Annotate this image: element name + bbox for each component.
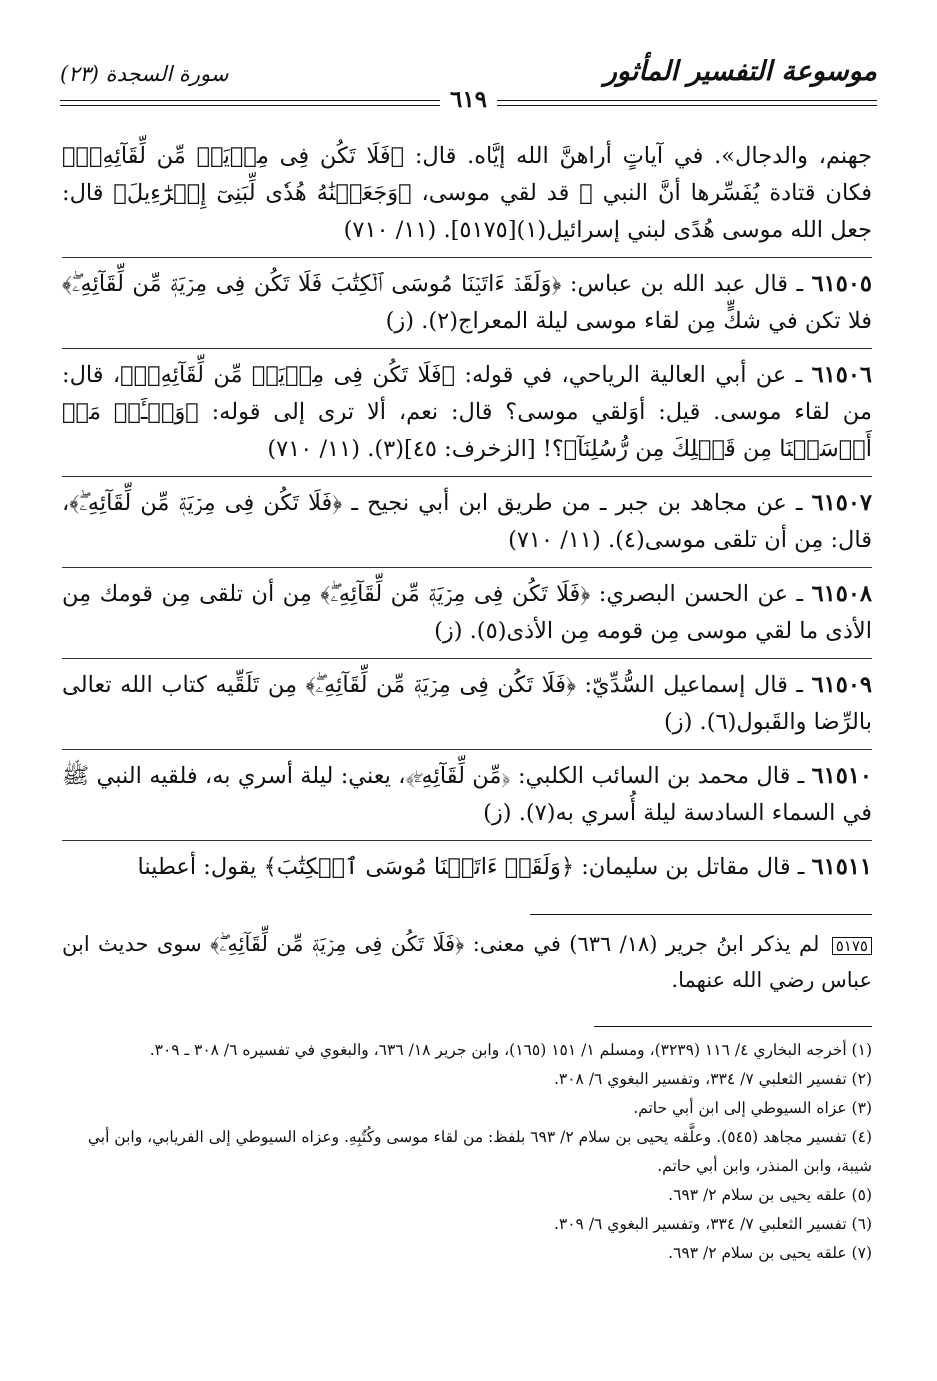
entry-61505: ٦١٥٠٥ ـ قال عبد الله بن عباس: ﴿وَلَقَدۡ ءَاتَيۡنَا مُوسَى ٱلۡكِتَٰبَ فَلَا تَكُن فِى مِرۡيَةٖ مِّن لِّقَآئِهِۦۖ﴾ فلا تكن في شكٍّ مِن لقاء موسى ليلة المعراج(٢). (ز) xyxy=(62,257,872,340)
entry-text: قال مقاتل بن سليمان: ﴿وَلَقَدۡ ءَاتَيۡنَا مُوسَى ٱلۡكِتَٰبَ﴾ يقول: أعطينا xyxy=(137,854,791,880)
page-header xyxy=(60,56,877,112)
footnote-1: (١) أخرجه البخاري ٤/ ١١٦ (٣٢٣٩)، ومسلم ١/ ١٥١ (١٦٥)، وابن جرير ١٨/ ٦٣٦، والبغوي في تفسيره ٦/ ٣٠٨ ـ ٣٠٩. xyxy=(149,1041,872,1059)
footnote-5: (٥) علقه يحيى بن سلام ٢/ ٦٩٣. xyxy=(668,1186,872,1204)
surah-label: سورة السجدة (٢٣) xyxy=(60,62,229,86)
footnote-4: (٤) تفسير مجاهد (٥٤٥). وعلَّقه يحيى بن سلام ٢/ ٦٩٣ بلفظ: من لقاء موسى وكُتُبِهِ. وعزاه السيوطي إلى الفريابي، وابن أبي شيبة، وابن المنذر، وابن أبي حاتم. xyxy=(87,1128,872,1175)
paragraph-text: جهنم، والدجال». في آياتٍ أراهنَّ الله إيَّاه. قال: ﴿فَلَا تَكُن فِى مِرۡيَةٖ مِّن لِّقَآئِهِۦۖ﴾ فكان قتادة يُفَسِّرها أنَّ النبي ﷺ قد لقي موسى، ﴿وَجَعَلۡنَٰهُ هُدٗى لِّبَنِىٓ إِسۡرَٰٓءِيلَ﴾ قال: جعل الله موسى هُدًى لبني إسرائيل(١)[٥١٧٥]. (١١/ ٧١٠) xyxy=(62,143,872,243)
footnotes xyxy=(62,1036,872,1268)
editor-note xyxy=(62,926,872,998)
entry-61508: ٦١٥٠٨ ـ عن الحسن البصري: ﴿فَلَا تَكُن فِى مِرۡيَةٖ مِّن لِّقَآئِهِۦۖ﴾ مِن أن تلقى مِن قومك مِن الأذى ما لقي موسى مِن قومه مِن الأذى(٥). (ز) xyxy=(62,567,872,650)
entry-text: قال عبد الله بن عباس: ﴿وَلَقَدۡ ءَاتَيۡنَا مُوسَى ٱلۡكِتَٰبَ فَلَا تَكُن فِى مِرۡيَةٖ مِّن لِّقَآئِهِۦۖ﴾ فلا تكن في شكٍّ مِن لقاء موسى ليلة المعراج(٢). (ز) xyxy=(62,271,872,334)
entry-text: قال إسماعيل السُّدِّيّ: ﴿فَلَا تَكُن فِى مِرۡيَةٖ مِّن لِّقَآئِهِۦۖ﴾ مِن تَلَقِّيه كتاب الله تعالى بالرِّضا والقَبول(٦). (ز) xyxy=(62,672,872,735)
note-code-box: ٥١٧٥ xyxy=(832,937,872,955)
entry-61510: ٦١٥١٠ ـ قال محمد بن السائب الكلبي: ﴿مِّن لِّقَآئِهِۦۖ﴾، يعني: ليلة أسري به، فلقيه النبي ﷺ في السماء السادسة ليلة أُسري به(٧). (ز) xyxy=(62,749,872,832)
entry-number: ٦١٥١٠ xyxy=(811,763,872,789)
entry-text: عن أبي العالية الرياحي، في قوله: ﴿فَلَا تَكُن فِى مِرۡيَةٖ مِّن لِّقَآئِهِۦۖ﴾، قال: من لقاء موسى. قيل: أوَلقي موسى؟ قال: نعم، ألا ترى إلى قوله: ﴿وَسۡـَٔلۡ مَنۡ أَرۡسَلۡنَا مِن قَبۡلِكَ مِن رُّسُلِنَآ﴾؟! [الزخرف: ٤٥](٣). (١١/ ٧١٠) xyxy=(62,362,872,462)
entry-number: ٦١٥٠٩ xyxy=(811,672,872,698)
entry-number: ٦١٥٠٥ xyxy=(811,271,872,297)
entry-number: ٦١٥٠٦ xyxy=(811,362,872,388)
entry-text: قال محمد بن السائب الكلبي: ﴿مِّن لِّقَآئِهِۦۖ﴾، يعني: ليلة أسري به، فلقيه النبي ﷺ في السماء السادسة ليلة أُسري به(٧). (ز) xyxy=(62,763,872,826)
footnote-7: (٧) علقه يحيى بن سلام ٢/ ٦٩٣. xyxy=(668,1244,872,1262)
book-title: موسوعة التفسير المأثور xyxy=(603,56,877,87)
footnotes-separator xyxy=(594,1026,872,1027)
paragraph-intro xyxy=(62,138,872,249)
footnote-2: (٢) تفسير الثعلبي ٧/ ٣٣٤، وتفسير البغوي ٦/ ٣٠٨. xyxy=(553,1070,872,1088)
footnote-6: (٦) تفسير الثعلبي ٧/ ٣٣٤، وتفسير البغوي ٦/ ٣٠٩. xyxy=(553,1215,872,1233)
main-text xyxy=(62,138,872,894)
entry-text: عن مجاهد بن جبر ـ من طريق ابن أبي نجيح ـ ﴿فَلَا تَكُن فِى مِرۡيَةٖ مِّن لِّقَآئِهِۦۖ﴾، قال: مِن أن تلقى موسى(٤). (١١/ ٧١٠) xyxy=(62,490,872,553)
entry-number: ٦١٥٠٧ xyxy=(811,490,872,516)
entry-number: ٦١٥١١ xyxy=(811,854,872,880)
note-text: لم يذكر ابنُ جرير (١٨/ ٦٣٦) في معنى: ﴿فَلَا تَكُن فِى مِرۡيَةٖ مِّن لِّقَآئِهِۦۖ﴾ سوى حديث ابن عباس رضي الله عنهما. xyxy=(62,932,872,992)
entry-61506: ٦١٥٠٦ ـ عن أبي العالية الرياحي، في قوله: ﴿فَلَا تَكُن فِى مِرۡيَةٖ مِّن لِّقَآئِهِۦۖ﴾، قال: من لقاء موسى. قيل: أوَلقي موسى؟ قال: نعم، ألا ترى إلى قوله: ﴿وَسۡـَٔلۡ مَنۡ أَرۡسَلۡنَا مِن قَبۡلِكَ مِن رُّسُلِنَآ﴾؟! [الزخرف: ٤٥](٣). (١١/ ٧١٠) xyxy=(62,348,872,468)
entry-number: ٦١٥٠٨ xyxy=(811,581,872,607)
entry-61509: ٦١٥٠٩ ـ قال إسماعيل السُّدِّيّ: ﴿فَلَا تَكُن فِى مِرۡيَةٖ مِّن لِّقَآئِهِۦۖ﴾ مِن تَلَقِّيه كتاب الله تعالى بالرِّضا والقَبول(٦). (ز) xyxy=(62,658,872,741)
entry-text: عن الحسن البصري: ﴿فَلَا تَكُن فِى مِرۡيَةٖ مِّن لِّقَآئِهِۦۖ﴾ مِن أن تلقى مِن قومك مِن الأذى ما لقي موسى مِن قومه مِن الأذى(٥). (ز) xyxy=(62,581,872,644)
entry-61507: ٦١٥٠٧ ـ عن مجاهد بن جبر ـ من طريق ابن أبي نجيح ـ ﴿فَلَا تَكُن فِى مِرۡيَةٖ مِّن لِّقَآئِهِۦۖ﴾، قال: مِن أن تلقى موسى(٤). (١١/ ٧١٠) xyxy=(62,476,872,559)
footnote-3: (٣) عزاه السيوطي إلى ابن أبي حاتم. xyxy=(633,1099,872,1117)
page-number-wrap xyxy=(60,86,877,113)
entry-61511: ٦١٥١١ ـ قال مقاتل بن سليمان: ﴿وَلَقَدۡ ءَاتَيۡنَا مُوسَى ٱلۡكِتَٰبَ﴾ يقول: أعطينا xyxy=(62,840,872,886)
page-number: ٦١٩ xyxy=(440,86,497,113)
note-separator xyxy=(530,914,872,915)
